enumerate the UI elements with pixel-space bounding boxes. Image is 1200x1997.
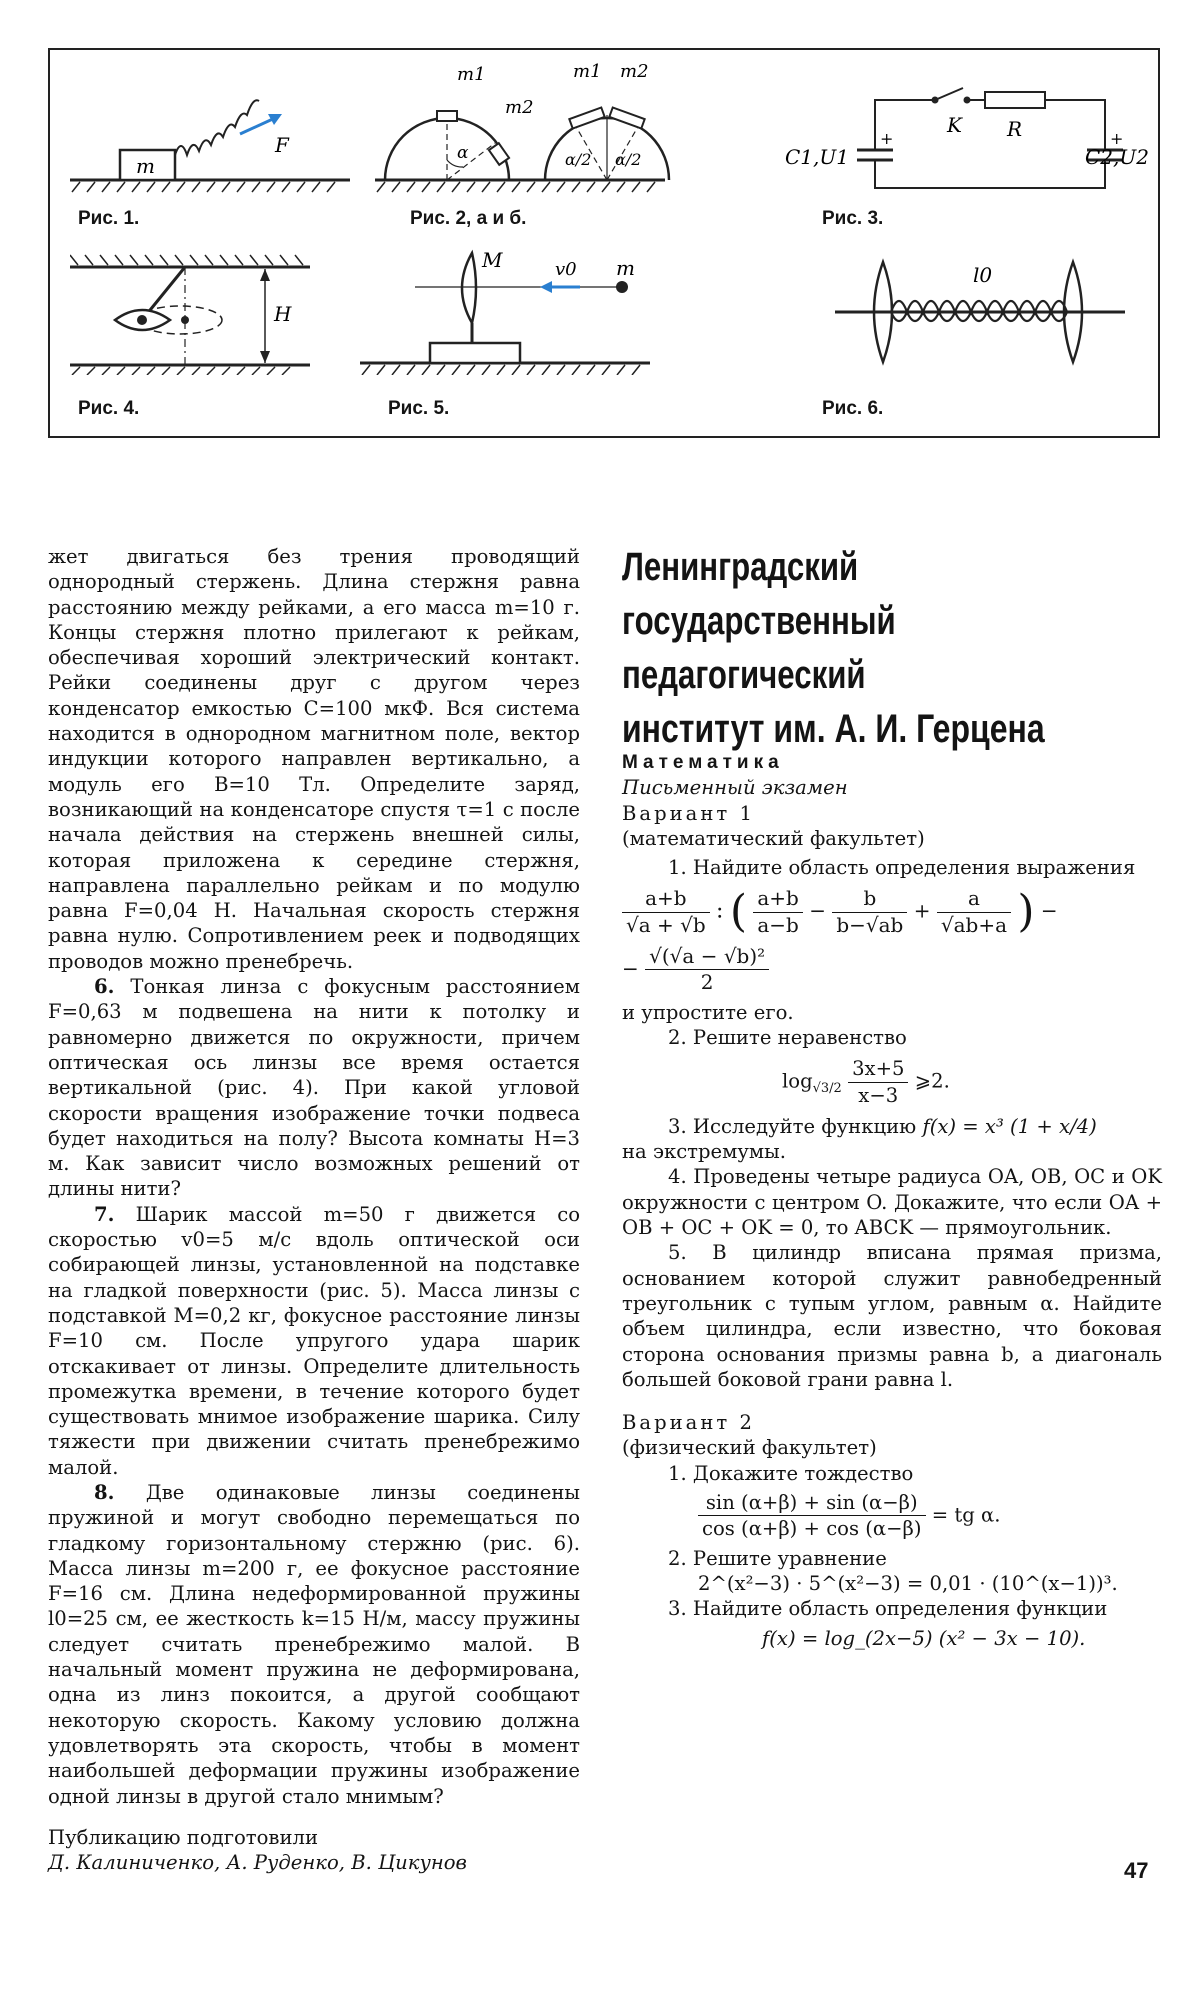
v1-problem-2: 2. Решите неравенство: [668, 1025, 907, 1049]
fig3-resistor: R: [1007, 117, 1023, 141]
v2-problem-1: 1. Докажите тождество: [668, 1461, 914, 1485]
institute-title-line-2: государственный: [622, 599, 896, 643]
problem-7-number: 7.: [94, 1202, 115, 1226]
problem-8-text: Две одинаковые линзы соединены пружиной и могут свободно перемещаться по гладкому горизонтальному стержню (рис. 6). Масса линзы m=200 г, ее фокусное расстояние F=16 см. Длина недеформированной пружины l0=25 см, ее жесткость k=15 Н/м, массу пружины следует считать пренебрежимо малой. В начальный момент пружина не деформирована, одна из линз покоится, а другой сообщают некоторую скорость. Какому условию должна удовлетворять эта скорость, чтобы в момент наибольшей деформации пружины изображение одной линзы в другой стало мнимым?: [48, 1480, 581, 1808]
variant-1-title: Вариант 1: [622, 801, 755, 825]
page-number: 47: [1124, 1858, 1149, 1883]
fig5-velocity: v0: [555, 259, 577, 280]
problem-7-text: Шарик массой m=50 г движется со скоростью v0=5 м/с вдоль оптической оси собирающей линзы, установленной на подставке на гладкой поверхности (рис. 5). Масса линзы с подставкой M=0,2 кг, фокусное расстояние линзы F=10 см. После упругого удара шарик отскакивает от линзы. Определите длительность промежутка времени, в течение которого будет существовать мнимое изображение шарика. Силу тяжести при движении считать пренебрежимо малой.: [48, 1202, 580, 1479]
fig2a-m2: m2: [505, 97, 534, 118]
subject-heading: Математика: [622, 752, 784, 773]
problem-5-continuation: жет двигаться без трения проводящий однородный стержень. Длина стержня равна расстоянию между рейками, а его масса m=10 г. Концы стержня плотно прилегают к рейкам, обеспечивая хороший электрический контакт. Рейки соединены друг с другом через конденсатор емкостью C=100 мкФ. Вся система находится в однородном магнитном поле, вектор индукции которого направлен вертикально, а модуль его B=10 Тл. Определите заряд, возникающий на конденсаторе спустя τ=1 с после начала действия на стержень внешней силы, которая приложена к середине стержня, направлена параллельно рейкам и по модулю равна F=0,04 Н. Начальная скорость стержня равна нулю. Сопротивлением реек и подводящих проводов можно пренебречь.: [48, 545, 580, 973]
identity-frac: $\frac{\sin (\alpha+\beta) + \sin (\alpha-\beta)}{\cos (\alpha+\beta) + \cos (\alpha-\beta)}$: [698, 1490, 926, 1542]
institute-title-line-1: Ленинградский: [622, 545, 859, 589]
v1-expression: $\frac{a+b}{√a + √b}$ : ( $\frac{a+b}{a-b}$ − $\frac{b}{b-√ab}$ + $\frac{a}{√ab+a}$ ) −: [622, 886, 1162, 938]
variant-2-title: Вариант 2: [622, 1411, 755, 1435]
v1-problem-1: 1. Найдите область определения выражения: [668, 856, 1136, 880]
right-column: [622, 540, 1162, 1651]
v1-problem-3-tail: на экстремумы.: [622, 1140, 786, 1164]
fig3-plus-right: +: [1110, 129, 1124, 148]
expr-frac-4: $\frac{a}{√ab+a}$: [937, 886, 1011, 938]
problem-8-number: 8.: [94, 1480, 115, 1504]
fig1-force-label: F: [275, 133, 289, 157]
fig5-ball-mass: m: [616, 256, 635, 280]
fig2a-m1: m1: [457, 64, 486, 85]
figure-2: [375, 55, 795, 215]
figure-5: [360, 245, 660, 375]
expr-frac-3: $\frac{b}{b-√ab}$: [832, 886, 907, 938]
exam-heading: Письменный экзамен: [622, 776, 848, 800]
ineq-frac: $\frac{3x+5}{x-3}$: [848, 1056, 908, 1108]
v1-function: f(x) = x³ (1 + x/4): [922, 1114, 1097, 1138]
v1-problem-5: 5. В цилиндр вписана прямая призма, основанием которой служит равнобедренный треугольник с тупым углом, равным α. Найдите объем цилиндра, если известно, что боковая сторона основания призмы равна b, а диагональ большей боковой грани равна l.: [622, 1241, 1162, 1391]
v2-equation: 2^(x²−3) · 5^(x²−3) = 0,01 · (10^(x−1))³.: [698, 1571, 1118, 1595]
fig2b-m1: m1: [573, 61, 602, 82]
figure-panel: [48, 48, 1160, 438]
problem-6-number: 6.: [94, 975, 115, 999]
credit-label: Публикацию подготовили: [48, 1825, 319, 1849]
fig3-key: K: [947, 113, 962, 137]
fig2b-half-alpha-right: α/2: [615, 150, 642, 169]
fig2a-alpha: α: [457, 143, 469, 163]
fig3-plus-left: +: [880, 129, 894, 148]
caption-fig5: Рис. 5.: [388, 398, 450, 419]
fig2b-half-alpha-left: α/2: [565, 150, 592, 169]
fig6-length: l0: [973, 263, 993, 287]
problem-6: [48, 974, 580, 1202]
v1-inequality: $\log_{√3/2}$ $\frac{3x+5}{x-3}$ ⩾2.: [782, 1057, 950, 1107]
fig3-left-capacitor: C1,U1: [785, 145, 849, 169]
institute-title-line-3: педагогический: [622, 653, 866, 697]
figure-6: [825, 250, 1145, 380]
problem-6-text: Тонкая линза с фокусным расстоянием F=0,63 м подвешена на нити к потолку и равномерно движется по окружности, причем оптическая ось линзы все время остается вертикальной (рис. 4). При какой угловой скорости вращения изображение точки подвеса будет находиться на полу? Высота комнаты H=3 м. Как зависит число возможных решений от длины нити?: [48, 975, 580, 1201]
expr-frac-5: $\frac{\text{√(√a − √b)²}}{2}$: [645, 944, 769, 996]
v1-problem-1-tail: и упростите его.: [622, 1000, 794, 1024]
fig1-mass-label: m: [136, 154, 155, 178]
expr-frac-1: $\frac{a+b}{√a + √b}$: [622, 886, 710, 938]
caption-fig4: Рис. 4.: [78, 398, 140, 419]
v1-expression-2: − $\frac{\text{√(√a − √b)²}}{2}$: [622, 944, 1162, 996]
v2-identity: $\frac{\sin (\alpha+\beta) + \sin (\alpha-\beta)}{\cos (\alpha+\beta) + \cos (\alpha-\beta)}$ = tg α.: [698, 1490, 1162, 1542]
caption-fig2: Рис. 2, а и б.: [410, 208, 527, 229]
figure-3: [785, 60, 1155, 200]
expr-frac-2: $\frac{a+b}{a-b}$: [753, 886, 802, 938]
fig4-height: H: [274, 302, 292, 326]
figure-4: [70, 245, 320, 375]
v1-problem-3: 3. Исследуйте функцию f(x) = x³ (1 + x/4): [668, 1114, 1097, 1138]
problem-8: [48, 1480, 580, 1809]
v2-function: f(x) = log_(2x−5) (x² − 3x − 10).: [762, 1626, 1086, 1650]
v2-problem-3: 3. Найдите область определения функции: [668, 1597, 1108, 1621]
institute-title-line-4: институт им. А. И. Герцена: [622, 707, 1045, 751]
fig5-lens-mass: M: [482, 248, 503, 272]
caption-fig6: Рис. 6.: [822, 398, 884, 419]
caption-fig1: Рис. 1.: [78, 208, 140, 229]
problem-7: [48, 1202, 580, 1480]
variant-1-subtitle: (математический факультет): [622, 826, 925, 850]
variant-2-subtitle: (физический факультет): [622, 1436, 877, 1460]
v2-problem-2: 2. Решите уравнение: [668, 1546, 887, 1570]
caption-fig3: Рис. 3.: [822, 208, 884, 229]
fig2b-m2: m2: [620, 61, 649, 82]
v1-problem-4: 4. Проведены четыре радиуса OA, OB, OC и OK окружности с центром O. Докажите, что если OA + OB + OC + OK = 0, то ABCK — прямоугольник.: [622, 1165, 1162, 1240]
fig3-right-capacitor: C2,U2: [1085, 145, 1149, 169]
left-column: [48, 544, 580, 1875]
credit-names: Д. Калиниченко, А. Руденко, В. Цикунов: [48, 1851, 467, 1875]
